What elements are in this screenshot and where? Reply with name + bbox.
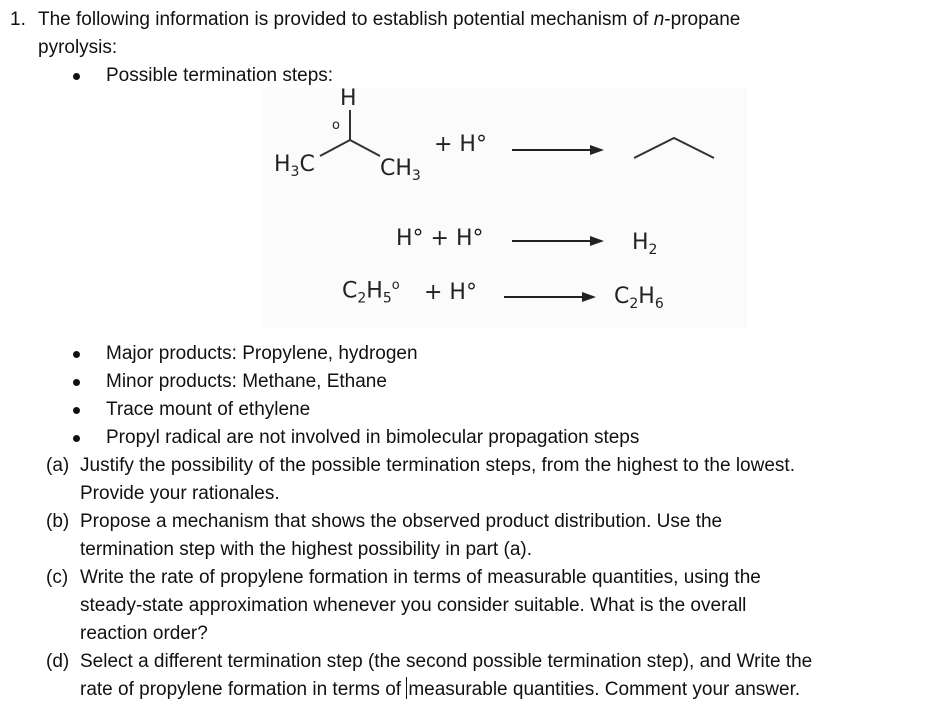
- bond-right: [350, 140, 380, 156]
- part-b-line2: termination step with the highest possibility in part (a).: [80, 539, 532, 560]
- c2h5-c-sub: 2: [357, 290, 367, 307]
- c2h5-c: C: [342, 278, 358, 304]
- r3-ethyl-radical: [342, 278, 400, 306]
- bullet-major-products: Major products: Propylene, hydrogen: [106, 343, 418, 364]
- bullet-dot: [73, 407, 80, 414]
- part-d-line2-end: measurable quantities. Comment your answer.: [408, 679, 801, 700]
- part-a-line1: Justify the possibility of the possible termination steps, from the highest to the lowest.: [80, 455, 795, 476]
- c2h5-h-sub: 5: [382, 290, 392, 307]
- part-d-label: (d): [46, 651, 70, 672]
- h3c-c: C: [299, 152, 315, 177]
- part-a-label: (a): [46, 455, 70, 476]
- bond-left: [320, 140, 350, 156]
- bullet-dot: [73, 379, 80, 386]
- radical-dot: o: [332, 118, 340, 133]
- question-intro-line2: pyrolysis:: [38, 37, 118, 58]
- ch3-sub: 3: [411, 168, 421, 184]
- c2h6-c-sub: 2: [629, 296, 639, 312]
- propylene-skeleton: [634, 138, 714, 158]
- r1-arrow-line: [512, 149, 592, 151]
- part-d-line2[interactable]: [80, 676, 800, 704]
- r2-arrow-line: [512, 240, 592, 242]
- reaction-scheme: [262, 88, 747, 328]
- c2h6-h: H: [638, 284, 655, 309]
- part-d-line1: Select a different termination step (the second possible termination step), and Write the: [80, 651, 813, 672]
- r3-plus-h: + H°: [424, 280, 477, 305]
- h-atom-label: H: [340, 86, 357, 111]
- c2h5-h: H: [366, 278, 383, 304]
- r1-plus-h: + H°: [434, 132, 487, 157]
- c2h6-h-sub: 6: [654, 296, 664, 312]
- question-number: 1.: [10, 9, 26, 30]
- c2h6-c: C: [614, 284, 630, 309]
- h2-h: H: [632, 230, 649, 255]
- part-d-line2-start: rate of propylene formation in terms of: [80, 679, 407, 700]
- bullet-dot: [73, 435, 80, 442]
- part-c-label: (c): [46, 567, 69, 588]
- r1-arrow-head: [590, 145, 604, 155]
- termination-heading: Possible termination steps:: [106, 65, 334, 86]
- r2-product: [632, 230, 657, 258]
- c2h5-radical-mark: o: [391, 278, 400, 293]
- intro-text-2: -propane: [664, 9, 741, 30]
- question-intro: [38, 6, 740, 34]
- r3-arrow-head: [582, 292, 596, 302]
- part-c-line1: Write the rate of propylene formation in terms of measurable quantities, using the: [80, 567, 761, 588]
- intro-italic-n: n: [653, 9, 665, 30]
- part-b-label: (b): [46, 511, 70, 532]
- bullet-minor-products: Minor products: Methane, Ethane: [106, 371, 387, 392]
- part-c-line3: reaction order?: [80, 623, 208, 644]
- ch3-group: [380, 156, 421, 184]
- h2-sub: 2: [648, 242, 658, 258]
- h3c-group: [274, 152, 315, 180]
- ch3-ch: CH: [380, 156, 412, 181]
- bullet-trace-ethylene: Trace mount of ethylene: [106, 399, 311, 420]
- bullet-dot: [73, 73, 80, 80]
- r2-reactants: H° + H°: [396, 226, 484, 251]
- part-c-line2: steady-state approximation whenever you consider suitable. What is the overall: [80, 595, 747, 616]
- part-b-line1: Propose a mechanism that shows the observed product distribution. Use the: [80, 511, 723, 532]
- part-a-line2: Provide your rationales.: [80, 483, 280, 504]
- r3-product: [614, 284, 664, 312]
- h3c-sub: 3: [290, 164, 300, 180]
- bullet-propyl-radical: Propyl radical are not involved in bimolecular propagation steps: [106, 427, 640, 448]
- r3-arrow-line: [504, 296, 584, 298]
- intro-text-1: The following information is provided to establish potential mechanism of: [38, 9, 654, 30]
- r2-arrow-head: [590, 236, 604, 246]
- h3c-h: H: [274, 152, 291, 177]
- bullet-dot: [73, 351, 80, 358]
